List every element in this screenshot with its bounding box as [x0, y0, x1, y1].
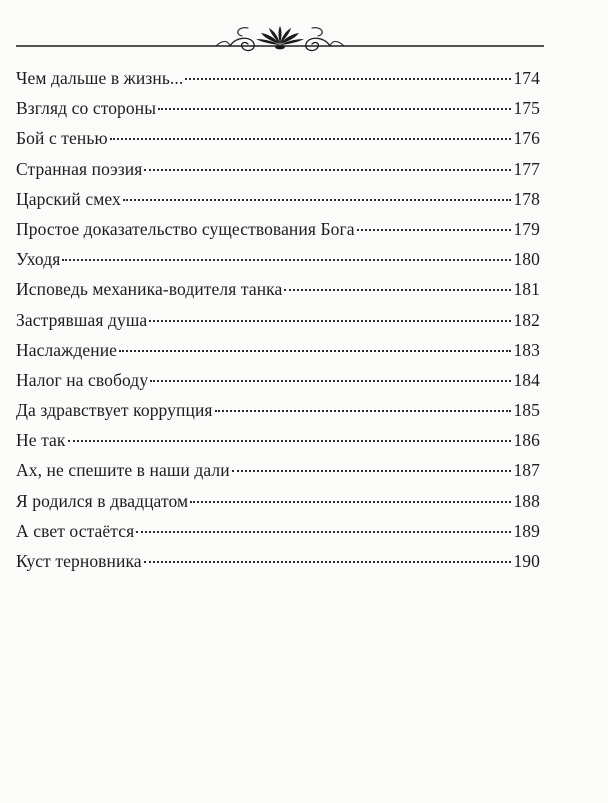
dot-leader [158, 108, 511, 110]
toc-entry-title: Взгляд со стороны [16, 98, 157, 119]
dot-leader [144, 561, 512, 563]
toc-entry [16, 551, 540, 581]
toc-entry [16, 460, 540, 490]
toc-entry-page-number: 179 [513, 218, 540, 239]
toc-entry-title: Уходя [16, 249, 61, 270]
toc-entry [16, 249, 540, 279]
toc-entry-page-number: 189 [513, 520, 540, 541]
toc-entry-page-number: 176 [513, 128, 540, 149]
dot-leader [190, 501, 511, 503]
toc-entry-page-number: 174 [513, 68, 540, 88]
toc-entry-page-number: 190 [513, 551, 540, 571]
dot-leader [110, 138, 512, 140]
toc-entry-title: Наслаждение [16, 339, 118, 360]
toc-entry-title: Да здравствует коррупция [16, 400, 213, 421]
toc-entry-page-number: 178 [513, 188, 540, 209]
toc-entry [16, 68, 540, 98]
toc-entry [16, 400, 540, 430]
toc-entry [16, 189, 540, 219]
toc-entry-page-number: 181 [513, 279, 540, 300]
dot-leader [284, 289, 511, 291]
toc-entry [16, 310, 540, 340]
dot-leader [232, 470, 512, 472]
toc-entry-title: А свет остаётся [16, 520, 135, 541]
dot-leader [62, 259, 511, 261]
toc-entry-title: Бой с тенью [16, 128, 108, 149]
dot-leader [215, 410, 512, 412]
toc-entry-page-number: 183 [513, 339, 540, 360]
dot-leader [68, 440, 512, 442]
toc-entry-page-number: 188 [513, 490, 540, 511]
dot-leader [150, 380, 511, 382]
toc-entry [16, 128, 540, 158]
toc-entry-title: Ах, не спешите в наши дали [16, 460, 230, 481]
toc-entry-page-number: 182 [513, 309, 540, 330]
toc-entry [16, 370, 540, 400]
toc-entry-title: Исповедь механика-водителя танка [16, 279, 283, 300]
toc-entry [16, 340, 540, 370]
toc-entry [16, 521, 540, 551]
toc-entry-page-number: 180 [513, 249, 540, 270]
toc-entry-title: Я родился в двадцатом [16, 490, 189, 511]
toc-entry [16, 491, 540, 521]
toc-entry [16, 159, 540, 189]
toc-entry-page-number: 187 [513, 460, 540, 481]
dot-leader [357, 229, 512, 231]
toc-entry-title: Странная поэзия [16, 158, 143, 179]
dot-leader [119, 350, 511, 352]
toc-entry-page-number: 185 [513, 400, 540, 421]
toc-entry [16, 98, 540, 128]
toc-entry-page-number: 184 [513, 369, 540, 390]
toc-entry-title: Царский смех [16, 188, 121, 209]
toc-entry-page-number: 175 [513, 98, 540, 119]
toc-entry-title: Куст терновника [16, 551, 142, 571]
toc-entry-page-number: 177 [513, 158, 540, 179]
dot-leader [136, 531, 511, 533]
dot-leader [123, 199, 512, 201]
header-flourish-ornament [16, 20, 544, 60]
toc-entry-title: Застрявшая душа [16, 309, 148, 330]
toc-entry-page-number: 186 [513, 430, 540, 451]
dot-leader [144, 169, 511, 171]
toc-entry [16, 219, 540, 249]
dot-leader [185, 78, 511, 80]
toc-entry-title: Налог на свободу [16, 369, 149, 390]
toc-entry-title: Не так [16, 430, 66, 451]
toc-entry-title: Простое доказательство существования Бога [16, 218, 355, 239]
table-of-contents [16, 68, 540, 581]
dot-leader [149, 320, 511, 322]
toc-entry-title: Чем дальше в жизнь... [16, 68, 184, 88]
toc-entry [16, 279, 540, 309]
toc-entry [16, 430, 540, 460]
